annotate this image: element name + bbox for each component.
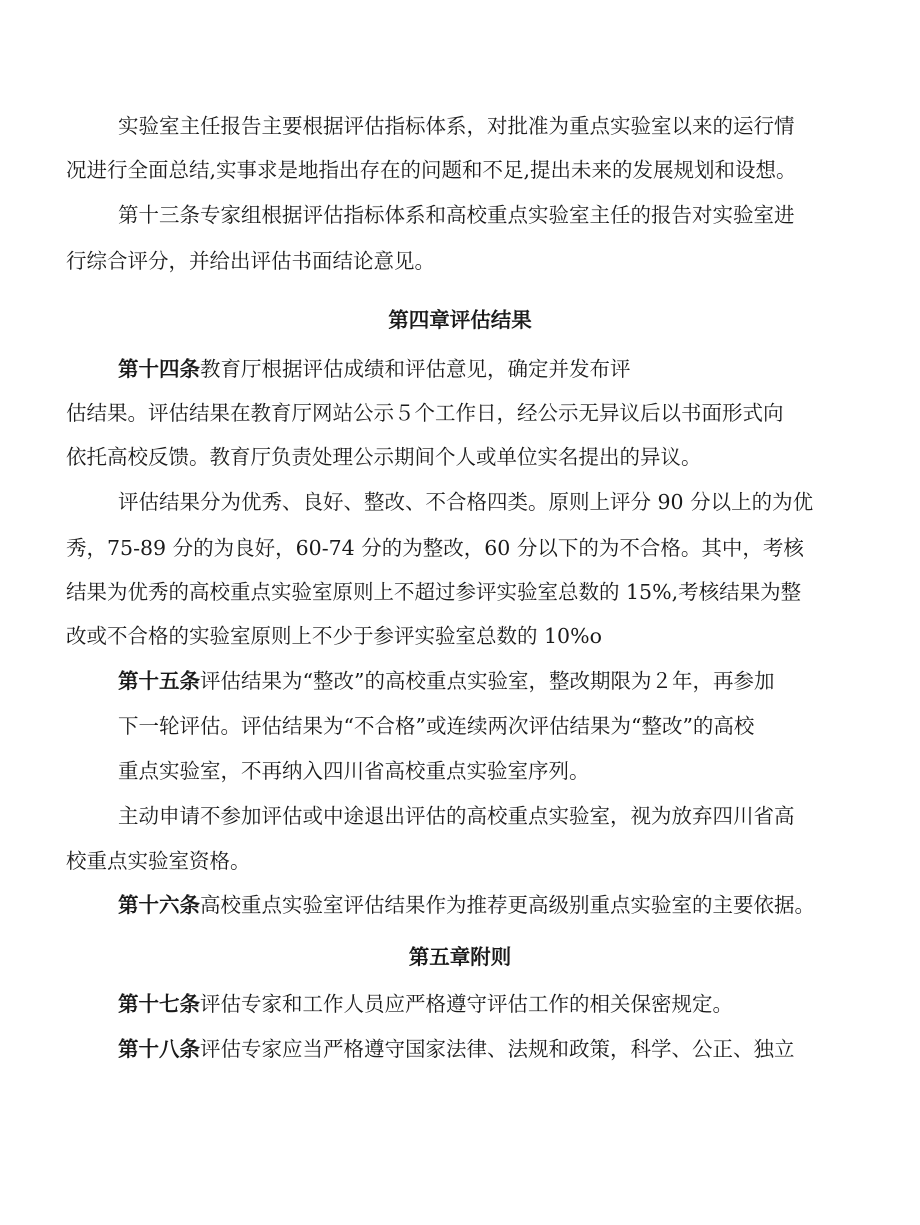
article-line <box>118 890 898 920</box>
paragraph-line: 下一轮评估。评估结果为“不合格”或连续两次评估结果为“整改”的高校 <box>118 714 755 738</box>
article-line <box>118 989 878 1019</box>
article-text: 高校重点实验室评估结果作为推荐更高级别重点实验室的主要依据。 <box>200 893 815 917</box>
article-first-line <box>118 666 878 696</box>
paragraph-line: 结果为优秀的高校重点实验室原则上不超过参评实验室总数的 15%,考核结果为整 <box>66 580 802 604</box>
chapter-heading: 第五章附则 <box>408 945 512 969</box>
article-number: 第十六条 <box>118 893 200 917</box>
article-text: 教育厅根据评估成绩和评估意见，确定并发布评 <box>200 357 631 381</box>
article-text: 评估结果为“整改”的高校重点实验室，整改期限为２年，再参加 <box>200 669 775 693</box>
article-number: 第十五条 <box>118 669 200 693</box>
article-number: 第十七条 <box>118 992 200 1016</box>
paragraph-line: 况进行全面总结,实事求是地指出存在的问题和不足,提出未来的发展规划和设想。 <box>66 158 797 182</box>
paragraph-line: 改或不合格的实验室原则上不少于参评实验室总数的 10%o <box>66 624 602 648</box>
paragraph-line: 秀，75-89 分的为良好，60-74 分的为整改，60 分以下的为不合格。其中，考核 <box>66 536 804 560</box>
article-text: 评估专家应当严格遵守国家法律、法规和政策，科学、公正、独立 <box>200 1037 795 1061</box>
article-text: 评估专家和工作人员应严格遵守评估工作的相关保密规定。 <box>200 992 733 1016</box>
article-first-line <box>118 354 878 384</box>
article-number: 第十八条 <box>118 1037 200 1061</box>
paragraph-line: 校重点实验室资格。 <box>66 849 251 873</box>
chapter-heading: 第四章评估结果 <box>388 308 532 332</box>
paragraph-line: 估结果。评估结果在教育厅网站公示５个工作日，经公示无异议后以书面形式向 <box>66 401 784 425</box>
article-line <box>118 1034 878 1064</box>
paragraph-line: 重点实验室，不再纳入四川省高校重点实验室序列。 <box>118 759 590 783</box>
paragraph-line: 实验室主任报告主要根据评估指标体系，对批准为重点实验室以来的运行情 <box>118 114 795 138</box>
paragraph-line: 行综合评分，并给出评估书面结论意见。 <box>66 249 435 273</box>
paragraph-line: 第十三条专家组根据评估指标体系和高校重点实验室主任的报告对实验室进 <box>118 203 795 227</box>
paragraph-line: 评估结果分为优秀、良好、整改、不合格四类。原则上评分 90 分以上的为优 <box>118 490 814 514</box>
article-number: 第十四条 <box>118 357 200 381</box>
paragraph-line: 主动申请不参加评估或中途退出评估的高校重点实验室，视为放弃四川省高 <box>118 804 795 828</box>
paragraph-line: 依托高校反馈。教育厅负责处理公示期间个人或单位实名提出的异议。 <box>66 445 702 469</box>
